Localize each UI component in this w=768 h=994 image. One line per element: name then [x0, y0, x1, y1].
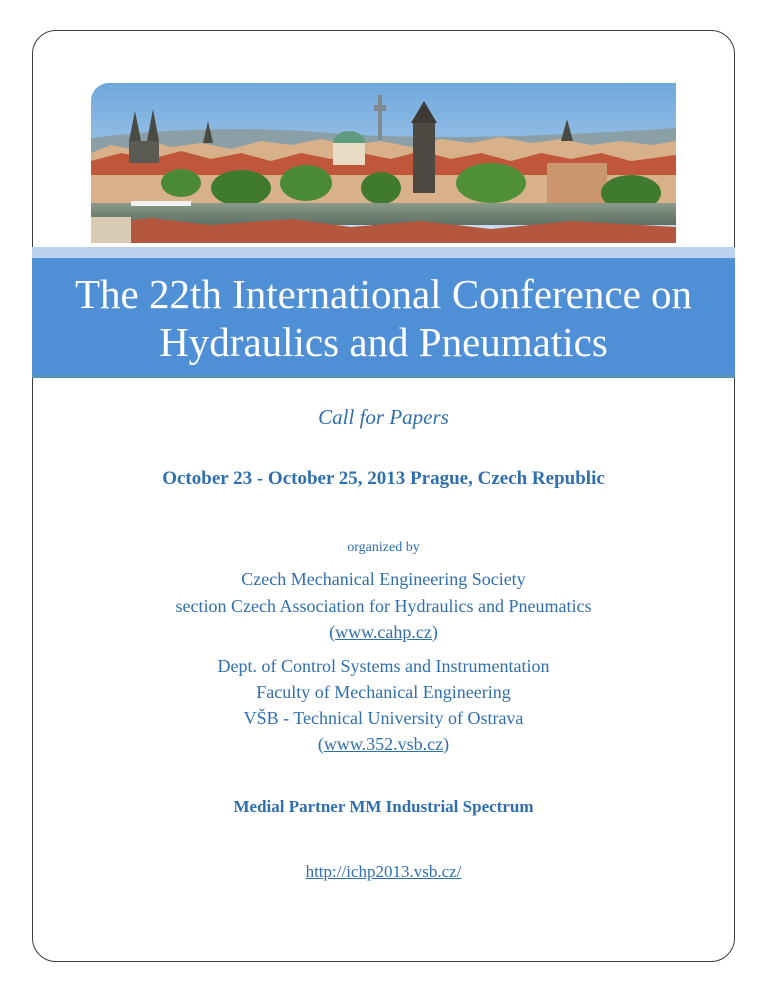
- organizer-faculty: Faculty of Mechanical Engineering: [256, 682, 511, 702]
- call-for-papers: Call for Papers: [318, 405, 449, 429]
- title-band-accent: [32, 247, 735, 258]
- conference-dates-location: October 23 - October 25, 2013 Prague, Czech Republic: [162, 468, 605, 489]
- vsb-link[interactable]: www.352.vsb.cz: [323, 734, 444, 754]
- organizer-department: Dept. of Control Systems and Instrumentation: [217, 656, 550, 676]
- organizer-society-url-line: (www.cahp.cz): [329, 622, 438, 642]
- cahp-link[interactable]: www.cahp.cz: [335, 622, 432, 642]
- organizer-society-name: Czech Mechanical Engineering Society: [241, 569, 526, 589]
- organizer-society-section: section Czech Association for Hydraulics and Pneumatics: [175, 596, 592, 616]
- conference-title-line-1: The 22th International Conference on: [74, 271, 693, 317]
- organized-by-label: organized by: [347, 540, 420, 555]
- organizer-department-url-line: (www.352.vsb.cz): [317, 734, 450, 754]
- organizer-university: VŠB - Technical University of Ostrava: [243, 708, 524, 728]
- conference-title-line-2: Hydraulics and Pneumatics: [159, 319, 608, 365]
- medial-partner: Medial Partner MM Industrial Spectrum: [233, 797, 534, 816]
- conference-website-link[interactable]: http://ichp2013.vsb.cz/: [305, 862, 462, 881]
- conference-website-line: [32, 862, 735, 882]
- prague-panorama-image: [91, 83, 676, 243]
- title-band: [32, 258, 735, 378]
